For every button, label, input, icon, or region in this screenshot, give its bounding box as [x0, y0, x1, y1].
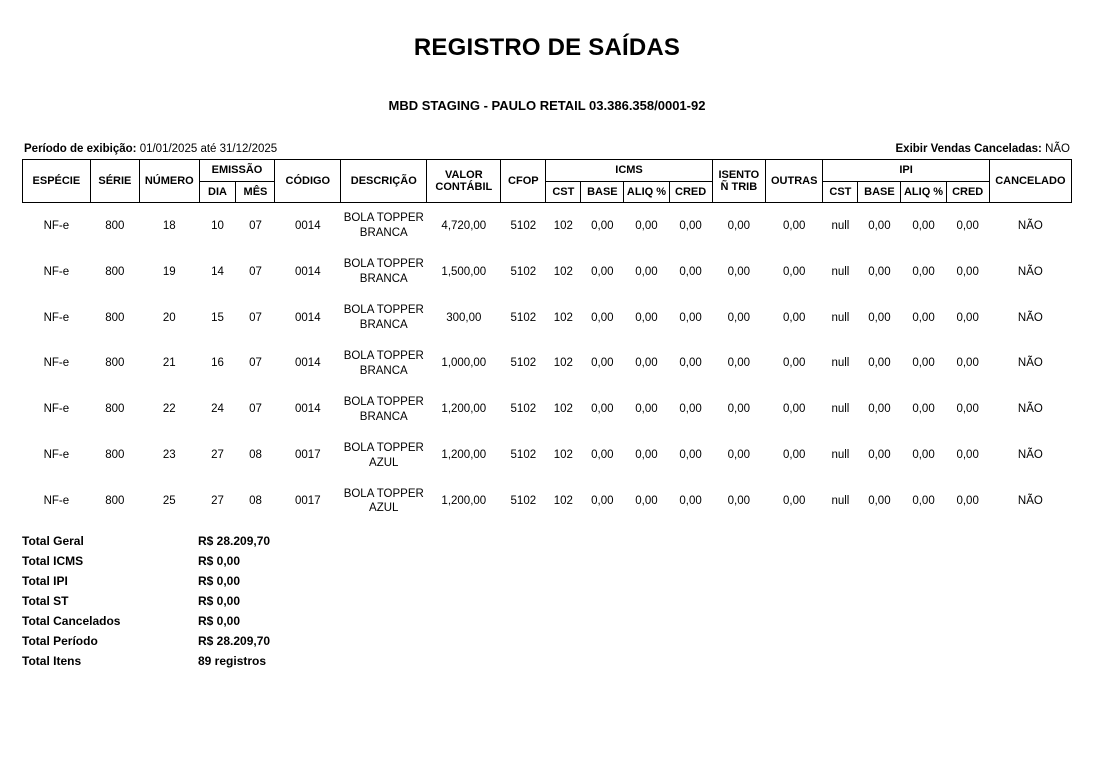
total-label: Total ICMS — [22, 554, 84, 569]
total-label: Total IPI — [22, 574, 68, 589]
cell-ipi-aliq: 0,00 — [912, 403, 935, 416]
cell-ipi-cred: 0,00 — [956, 357, 979, 370]
cell-outras: 0,00 — [783, 449, 806, 462]
company-header: MBD STAGING - PAULO RETAIL 03.386.358/0001-92 — [388, 98, 706, 113]
cell-outras: 0,00 — [783, 403, 806, 416]
cell-ipi-aliq: 0,00 — [912, 449, 935, 462]
cell-ipi-cst: null — [831, 219, 850, 232]
cell-outras: 0,00 — [783, 265, 806, 278]
total-row — [22, 654, 1072, 668]
cell-icms-aliq: 0,00 — [635, 403, 658, 416]
cell-ipi-aliq: 0,00 — [912, 265, 935, 278]
cancelled-label: Exibir Vendas Canceladas: — [895, 143, 1042, 155]
col-group-emissao: EMISSÃO — [199, 160, 275, 182]
cell-isento: 0,00 — [727, 311, 751, 324]
col-group-ipi: IPI — [823, 160, 989, 182]
col-ipi-cst: CST — [823, 181, 858, 203]
cell-cancelado: NÃO — [1017, 449, 1043, 462]
cell-mes: 08 — [249, 449, 262, 462]
cell-numero: 21 — [162, 357, 176, 370]
total-label: Total Cancelados — [22, 614, 121, 629]
sales-register-table — [22, 159, 1072, 524]
cell-icms-cred: 0,00 — [679, 495, 702, 507]
cell-icms-aliq: 0,00 — [635, 495, 658, 507]
table-header-group-row — [23, 160, 1072, 182]
total-value: R$ 0,00 — [198, 574, 241, 589]
cell-especie: NF-e — [43, 265, 70, 278]
cell-serie: 800 — [105, 449, 125, 462]
cell-valor-contabil: 1,200,00 — [441, 403, 487, 416]
cell-ipi-base: 0,00 — [868, 449, 891, 462]
cell-descricao: BOLA TOPPER BRANCA — [343, 212, 424, 240]
cell-codigo: 0014 — [295, 357, 321, 370]
col-valor-contabil: VALOR CONTÁBIL — [427, 160, 501, 203]
cell-icms-aliq: 0,00 — [635, 311, 658, 324]
cell-dia: 27 — [211, 495, 224, 507]
col-numero: NÚMERO — [140, 160, 200, 203]
cell-ipi-base: 0,00 — [868, 495, 891, 507]
cell-ipi-base: 0,00 — [868, 403, 891, 416]
cell-serie: 800 — [105, 495, 125, 507]
cell-dia: 24 — [211, 403, 224, 416]
table-header — [23, 160, 1072, 203]
cell-isento: 0,00 — [727, 495, 751, 507]
total-row — [22, 534, 1072, 548]
col-icms-cred: CRED — [669, 181, 712, 203]
cell-icms-cst: 102 — [553, 357, 573, 370]
period-filter — [24, 143, 277, 155]
table-body — [23, 203, 1072, 525]
cell-especie: NF-e — [43, 311, 70, 324]
cell-ipi-base: 0,00 — [868, 311, 891, 324]
total-label: Total Período — [22, 634, 98, 649]
cell-numero: 23 — [162, 449, 176, 462]
cell-dia: 10 — [211, 219, 224, 232]
cell-ipi-cst: null — [831, 495, 850, 507]
cell-serie: 800 — [105, 265, 125, 278]
cell-cfop: 5102 — [510, 495, 537, 507]
cell-isento: 0,00 — [727, 219, 751, 232]
cell-numero: 20 — [162, 311, 176, 324]
cell-mes: 07 — [249, 357, 262, 370]
cell-especie: NF-e — [43, 219, 70, 232]
total-label: Total Geral — [22, 534, 84, 549]
cell-icms-aliq: 0,00 — [635, 265, 658, 278]
cell-icms-cst: 102 — [553, 265, 573, 278]
cell-ipi-aliq: 0,00 — [912, 357, 935, 370]
cell-descricao: BOLA TOPPER BRANCA — [343, 395, 424, 423]
cell-cancelado: NÃO — [1017, 311, 1043, 324]
cell-cfop: 5102 — [510, 219, 537, 232]
cell-descricao: BOLA TOPPER BRANCA — [343, 349, 424, 377]
cell-cfop: 5102 — [510, 449, 537, 462]
cell-dia: 14 — [211, 265, 224, 278]
table-row — [23, 387, 1072, 433]
cell-numero: 19 — [162, 265, 176, 278]
cell-icms-cst: 102 — [553, 311, 573, 324]
cell-mes: 07 — [249, 219, 262, 232]
cell-ipi-base: 0,00 — [868, 219, 891, 232]
cell-icms-cred: 0,00 — [679, 449, 702, 462]
cell-ipi-cred: 0,00 — [956, 449, 979, 462]
col-icms-aliq: ALIQ % — [624, 181, 669, 203]
cell-isento: 0,00 — [727, 403, 751, 416]
cell-valor-contabil: 1,200,00 — [441, 495, 487, 507]
table-row — [23, 249, 1072, 295]
cell-icms-cst: 102 — [553, 219, 573, 232]
cell-icms-base: 0,00 — [591, 403, 614, 416]
cell-ipi-aliq: 0,00 — [912, 495, 935, 507]
cell-dia: 16 — [211, 357, 224, 370]
cancelled-value: NÃO — [1045, 143, 1070, 155]
cell-icms-cst: 102 — [553, 495, 573, 507]
cell-ipi-cst: null — [831, 311, 850, 324]
cell-valor-contabil: 1,000,00 — [441, 357, 487, 370]
col-cancelado: CANCELADO — [989, 160, 1071, 203]
cell-ipi-base: 0,00 — [868, 265, 891, 278]
cell-mes: 07 — [249, 265, 262, 278]
cell-codigo: 0017 — [295, 495, 321, 507]
total-value: R$ 0,00 — [198, 614, 241, 629]
total-row — [22, 634, 1072, 648]
col-icms-base: BASE — [581, 181, 624, 203]
cell-ipi-cred: 0,00 — [956, 495, 979, 507]
col-icms-cst: CST — [546, 181, 581, 203]
cell-icms-base: 0,00 — [591, 219, 614, 232]
cell-descricao: BOLA TOPPER BRANCA — [343, 258, 424, 286]
cell-numero: 25 — [162, 495, 176, 507]
cell-serie: 800 — [105, 403, 125, 416]
report-page — [0, 34, 1094, 766]
cell-icms-cred: 0,00 — [679, 265, 702, 278]
table-row — [23, 203, 1072, 249]
cell-outras: 0,00 — [783, 311, 806, 324]
cell-cancelado: NÃO — [1017, 495, 1043, 507]
cell-especie: NF-e — [43, 357, 70, 370]
cell-codigo: 0014 — [295, 403, 321, 416]
cell-descricao: BOLA TOPPER AZUL — [343, 487, 424, 515]
col-ipi-aliq: ALIQ % — [901, 181, 946, 203]
cell-ipi-cred: 0,00 — [956, 219, 979, 232]
cell-valor-contabil: 4,720,00 — [441, 219, 487, 232]
col-especie: ESPÉCIE — [23, 160, 91, 203]
total-row — [22, 594, 1072, 608]
cell-serie: 800 — [105, 357, 125, 370]
col-serie: SÉRIE — [90, 160, 139, 203]
cell-ipi-cred: 0,00 — [956, 265, 979, 278]
cell-ipi-cst: null — [831, 265, 850, 278]
cell-ipi-cst: null — [831, 449, 850, 462]
cell-ipi-cred: 0,00 — [956, 403, 979, 416]
total-value: R$ 0,00 — [198, 554, 241, 569]
total-label: Total Itens — [22, 654, 82, 669]
cell-descricao: BOLA TOPPER BRANCA — [343, 304, 424, 331]
col-dia: DIA — [199, 181, 236, 203]
cancelled-filter — [896, 143, 1071, 155]
cell-icms-cst: 102 — [553, 449, 573, 462]
cell-ipi-aliq: 0,00 — [912, 219, 935, 232]
cell-codigo: 0014 — [295, 265, 321, 278]
cell-mes: 07 — [249, 311, 262, 324]
totals-section — [22, 534, 1072, 668]
cell-valor-contabil: 1,500,00 — [441, 265, 487, 278]
cell-cfop: 5102 — [510, 403, 537, 416]
cell-serie: 800 — [105, 311, 125, 324]
col-outras: OUTRAS — [766, 160, 823, 203]
col-descricao: DESCRIÇÃO — [341, 160, 427, 203]
cell-outras: 0,00 — [783, 219, 806, 232]
cell-especie: NF-e — [43, 403, 70, 416]
cell-icms-cred: 0,00 — [679, 219, 702, 232]
cell-descricao: BOLA TOPPER AZUL — [343, 441, 424, 469]
cell-serie: 800 — [105, 219, 125, 232]
cell-icms-base: 0,00 — [591, 449, 614, 462]
cell-cfop: 5102 — [510, 357, 537, 370]
cell-especie: NF-e — [43, 495, 70, 507]
cell-cancelado: NÃO — [1017, 357, 1043, 370]
cell-codigo: 0017 — [295, 449, 321, 462]
cell-isento: 0,00 — [727, 449, 751, 462]
col-ipi-cred: CRED — [946, 181, 989, 203]
cell-icms-cst: 102 — [553, 403, 573, 416]
cell-outras: 0,00 — [783, 357, 806, 370]
total-row — [22, 554, 1072, 568]
cell-icms-aliq: 0,00 — [635, 357, 658, 370]
cell-ipi-base: 0,00 — [868, 357, 891, 370]
cell-ipi-cred: 0,00 — [956, 311, 979, 324]
cell-cancelado: NÃO — [1017, 219, 1043, 232]
cell-cfop: 5102 — [510, 311, 537, 324]
cell-dia: 27 — [211, 449, 224, 462]
total-row — [22, 574, 1072, 588]
period-label: Período de exibição: — [24, 143, 137, 155]
cell-mes: 08 — [249, 495, 262, 507]
table-row — [23, 433, 1072, 479]
col-isento: ISENTO Ñ TRIB — [712, 160, 765, 203]
page-title: REGISTRO DE SAÍDAS — [413, 34, 681, 61]
cell-numero: 18 — [162, 219, 176, 232]
cell-codigo: 0014 — [295, 219, 321, 232]
table-row — [23, 341, 1072, 387]
cell-ipi-cst: null — [831, 403, 850, 416]
col-group-icms: ICMS — [546, 160, 712, 182]
cell-icms-aliq: 0,00 — [635, 219, 658, 232]
cell-dia: 15 — [211, 311, 224, 324]
cell-icms-base: 0,00 — [591, 311, 614, 324]
cell-outras: 0,00 — [783, 495, 806, 507]
col-mes: MÊS — [236, 181, 275, 203]
cell-especie: NF-e — [43, 449, 70, 462]
table-row — [23, 479, 1072, 525]
col-codigo: CÓDIGO — [275, 160, 341, 203]
cell-codigo: 0014 — [295, 311, 321, 324]
col-cfop: CFOP — [501, 160, 546, 203]
cell-icms-aliq: 0,00 — [635, 449, 658, 462]
cell-icms-cred: 0,00 — [679, 311, 702, 324]
total-label: Total ST — [22, 594, 69, 609]
table-row — [23, 295, 1072, 341]
total-value: R$ 0,00 — [198, 594, 241, 609]
cell-icms-cred: 0,00 — [679, 403, 702, 416]
cell-ipi-aliq: 0,00 — [912, 311, 935, 324]
cell-isento: 0,00 — [727, 265, 751, 278]
total-value: R$ 28.209,70 — [198, 634, 271, 649]
total-value: 89 registros — [198, 654, 267, 669]
cell-ipi-cst: null — [831, 357, 850, 370]
cell-cancelado: NÃO — [1017, 403, 1043, 416]
total-value: R$ 28.209,70 — [198, 534, 271, 549]
cell-cancelado: NÃO — [1017, 265, 1043, 278]
cell-icms-base: 0,00 — [591, 357, 614, 370]
cell-mes: 07 — [249, 403, 262, 416]
report-meta — [22, 143, 1072, 155]
cell-valor-contabil: 1,200,00 — [441, 449, 487, 462]
total-row — [22, 614, 1072, 628]
cell-icms-cred: 0,00 — [679, 357, 702, 370]
cell-icms-base: 0,00 — [591, 265, 614, 278]
cell-isento: 0,00 — [727, 357, 751, 370]
col-ipi-base: BASE — [858, 181, 901, 203]
cell-icms-base: 0,00 — [591, 495, 614, 507]
cell-valor-contabil: 300,00 — [446, 311, 482, 324]
period-value: 01/01/2025 até 31/12/2025 — [139, 143, 278, 155]
cell-numero: 22 — [162, 403, 176, 416]
cell-cfop: 5102 — [510, 265, 537, 278]
